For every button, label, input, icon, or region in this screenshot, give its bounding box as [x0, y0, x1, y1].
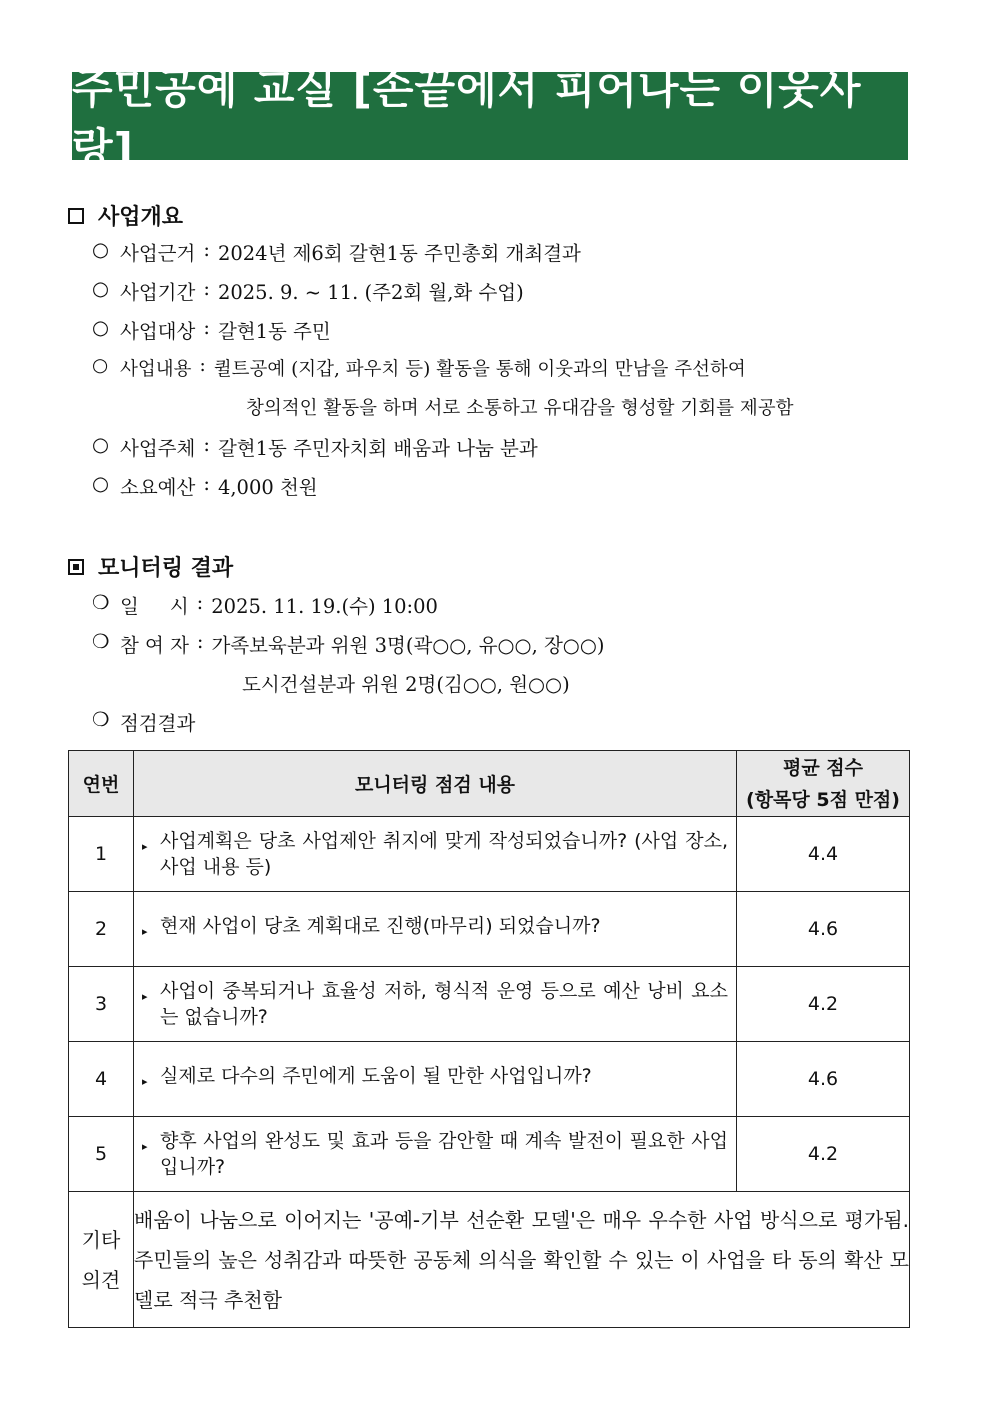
hollow-circle-icon: ○: [92, 472, 110, 495]
overview-heading: [68, 200, 183, 231]
item-label: 사업주체: [120, 437, 196, 460]
row-score: 4.6: [737, 892, 910, 967]
page-title: 주민공예 교실 [손끝에서 피어나는 이웃사랑]: [72, 64, 862, 173]
question-text: 향후 사업의 완성도 및 효과 등을 감안할 때 계속 발전이 필요한 사업입니까?: [160, 1130, 728, 1178]
colon: :: [199, 355, 206, 376]
table-row: [69, 817, 910, 892]
overview-item: [92, 238, 581, 266]
monitoring-participants: [92, 630, 604, 658]
participants-label: 참 여 자: [120, 634, 189, 657]
arrow-right-icon: ▸: [142, 1075, 148, 1088]
arrow-right-icon: ▸: [142, 990, 148, 1003]
arrow-right-icon: ▸: [142, 925, 148, 938]
date-label: 일 시: [120, 595, 189, 618]
colon: :: [203, 433, 210, 456]
item-value: 2025. 9. ~ 11. (주2회 월,화 수업): [217, 281, 524, 304]
row-score: 4.2: [737, 967, 910, 1042]
colon: :: [203, 277, 210, 300]
page-title-banner: [72, 64, 908, 173]
hollow-circle-icon: ○: [92, 355, 109, 376]
item-value: 퀼트공예 (지갑, 파우치 등) 활동을 통해 이웃과의 만남을 주선하여: [213, 359, 746, 380]
hollow-circle-icon: ○: [92, 433, 110, 456]
table-row: [69, 967, 910, 1042]
table-row: [69, 1042, 910, 1117]
overview-item: [92, 316, 331, 344]
colon: :: [196, 591, 204, 614]
row-question: [134, 967, 737, 1042]
colon: :: [203, 472, 210, 495]
result-label: 점검결과: [120, 712, 196, 735]
item-value-continuation: 창의적인 활동을 하며 서로 소통하고 유대감을 형성할 기회를 제공함: [246, 398, 794, 419]
monitoring-heading-text: 모니터링 결과: [98, 556, 234, 581]
question-text: 사업계획은 당초 사업제안 취지에 맞게 작성되었습니까? (사업 장소, 사업 내용 등): [160, 830, 728, 878]
overview-item: [92, 277, 524, 305]
header-score: [737, 751, 910, 817]
opinion-text: 배움이 나눔으로 이어지는 '공예-기부 선순환 모델'은 매우 우수한 사업 방식으로 평가됨. 주민들의 높은 성취감과 따뜻한 공동체 의식을 확인할 수 있는 이 사업을 타 동의 확산 모델로 적극 추천함: [134, 1192, 910, 1328]
row-score: 4.4: [737, 817, 910, 892]
header-no: 연번: [69, 751, 134, 817]
bold-circle-icon: ❍: [92, 708, 110, 731]
opinion-label-line2: 의견: [81, 1267, 121, 1292]
overview-heading-text: 사업개요: [98, 205, 184, 230]
participants-continuation: 도시건설분과 위원 2명(김○○, 원○○): [242, 673, 570, 696]
item-value: 갈현1동 주민자치회 배움과 나눔 분과: [217, 437, 538, 460]
question-text: 현재 사업이 당초 계획대로 진행(마무리) 되었습니까?: [160, 915, 601, 937]
colon: :: [196, 630, 204, 653]
row-number: 4: [69, 1042, 134, 1117]
item-label: 소요예산: [120, 476, 196, 499]
item-label: 사업내용: [120, 359, 192, 380]
item-value: 갈현1동 주민: [217, 320, 331, 343]
monitoring-table: [68, 750, 910, 1328]
hollow-circle-icon: ○: [92, 238, 110, 261]
table-header-row: [69, 751, 910, 817]
overview-item: [92, 472, 318, 500]
row-score: 4.6: [737, 1042, 910, 1117]
item-label: 사업대상: [120, 320, 196, 343]
item-label: 사업근거: [120, 242, 196, 265]
header-score-line1: 평균 점수: [782, 756, 864, 779]
row-number: 3: [69, 967, 134, 1042]
participants-value: 가족보육분과 위원 3명(곽○○, 유○○, 장○○): [211, 634, 605, 657]
row-question: [134, 1042, 737, 1117]
table-row: [69, 1117, 910, 1192]
monitoring-date: [92, 591, 438, 619]
row-number: 5: [69, 1117, 134, 1192]
item-label: 사업기간: [120, 281, 196, 304]
opinion-label-line1: 기타: [81, 1227, 121, 1252]
date-value: 2025. 11. 19.(수) 10:00: [211, 595, 438, 618]
row-number: 2: [69, 892, 134, 967]
colon: :: [203, 316, 210, 339]
question-text: 사업이 중복되거나 효율성 저하, 형식적 운영 등으로 예산 낭비 요소는 없습니까?: [160, 980, 728, 1028]
filled-box-icon: [68, 559, 84, 575]
row-question: [134, 1117, 737, 1192]
row-question: [134, 892, 737, 967]
arrow-right-icon: ▸: [142, 840, 148, 853]
table-row: [69, 892, 910, 967]
bold-circle-icon: ❍: [92, 591, 110, 614]
hollow-circle-icon: ○: [92, 316, 110, 339]
overview-item: [92, 433, 538, 461]
item-value: 2024년 제6회 갈현1동 주민총회 개최결과: [217, 242, 581, 265]
row-score: 4.2: [737, 1117, 910, 1192]
hollow-circle-icon: ○: [92, 277, 110, 300]
header-score-line2: (항목당 5점 만점): [746, 788, 900, 811]
monitoring-result-label: [92, 708, 195, 736]
question-text: 실제로 다수의 주민에게 도움이 될 만한 사업입니까?: [160, 1065, 592, 1087]
colon: :: [203, 238, 210, 261]
header-content: 모니터링 점검 내용: [134, 751, 737, 817]
monitoring-heading: [68, 551, 233, 582]
item-value: 4,000 천원: [217, 476, 318, 499]
empty-box-icon: [68, 208, 84, 224]
overview-item: [92, 355, 746, 381]
row-question: [134, 817, 737, 892]
table-opinion-row: [69, 1192, 910, 1328]
arrow-right-icon: ▸: [142, 1140, 148, 1153]
opinion-label: [69, 1192, 134, 1328]
row-number: 1: [69, 817, 134, 892]
bold-circle-icon: ❍: [92, 630, 110, 653]
